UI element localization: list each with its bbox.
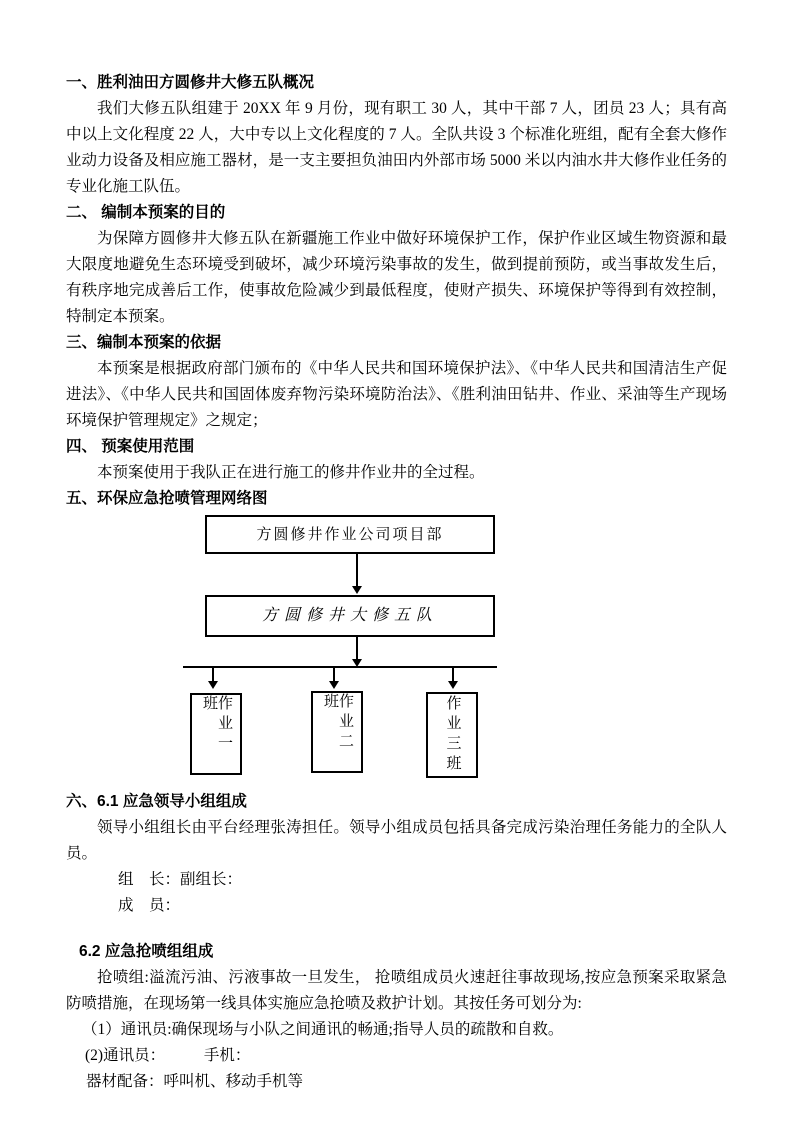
flowchart-branch-arrow-3	[452, 668, 454, 682]
list-item-2: (2)通讯员： 手机：	[85, 1047, 251, 1064]
flowchart-arrow-line-1	[356, 554, 358, 587]
heading-section-1: 一、胜利油田方圆修井大修五队概况	[66, 74, 315, 91]
flowchart-mid-box: 方圆修井大修五队	[205, 595, 495, 637]
heading-section-2: 二、 编制本预案的目的	[66, 204, 226, 221]
paragraph-purpose: 为保障方圆修井大修五队在新疆施工作业中做好环境保护工作，保护作业区域生物资源和最大限度地避免生态环境受到破坏，减少环境污染事故的发生，做到提前预防，或当事故发生后，有秩序地完成善后工作，使事故危险减少到最低程度，使财产损失、环境保护等得到有效控制，特制定本预案。	[66, 230, 727, 325]
team-box-3-label: 作业三班	[444, 695, 461, 775]
flowchart-arrowhead-icon	[352, 586, 362, 594]
flowchart-team-box-2	[311, 691, 363, 773]
team-box-2-label: 作业二班	[322, 693, 353, 753]
flowchart-team-box-3	[426, 692, 478, 778]
flowchart-arrowhead-icon	[329, 681, 339, 689]
member-line: 成 员：	[118, 897, 181, 914]
leader-line: 组 长：副组长：	[118, 871, 243, 888]
heading-section-3: 三、编制本预案的依据	[66, 334, 222, 351]
flowchart-arrow-line-2	[356, 637, 358, 660]
heading-section-6: 六、6.1 应急领导小组组成	[66, 793, 247, 810]
equipment-line: 器材配备：呼叫机、移动手机等	[86, 1073, 304, 1090]
flowchart-branch-arrow-1	[212, 668, 214, 682]
paragraph-overview: 我们大修五队组建于 20XX 年 9 月份，现有职工 30 人，其中干部 7 人，团员 23 人；具有高中以上文化程度 22 人，大中专以上文化程度的 7 人。全队共设 3 个标准化班组，配有全套大修作业动力设备及相应施工器材，是一支主要担负油田内外部市场 5000 米以内油水井大修作业任务的专业化施工队伍。	[66, 100, 727, 195]
paragraph-leading-group: 领导小组组长由平台经理张涛担任。领导小组成员包括具备完成污染治理任务能力的全队人员。	[66, 819, 727, 862]
flowchart-distribution-line	[183, 666, 497, 668]
flowchart-branch-arrow-2	[333, 668, 335, 682]
flowchart-arrowhead-icon	[208, 681, 218, 689]
flowchart-arrowhead-icon	[448, 681, 458, 689]
paragraph-rescue-group: 抢喷组:溢流污油、污液事故一旦发生， 抢喷组成员火速赶往事故现场,按应急预案采取紧急防喷措施，在现场第一线具体实施应急抢喷及救护计划。其按任务可划分为:	[66, 969, 727, 1012]
list-item-1: （1）通讯员:确保现场与小队之间通讯的畅通;指导人员的疏散和自救。	[82, 1021, 564, 1038]
heading-section-6-2: 6.2 应急抢喷组组成	[79, 943, 214, 960]
blank-line	[66, 919, 727, 939]
flowchart	[66, 515, 727, 783]
team-box-1-label: 作业一班	[201, 695, 232, 755]
heading-section-4: 四、 预案使用范围	[66, 438, 195, 455]
heading-section-5: 五、环保应急抢喷管理网络图	[66, 490, 268, 507]
paragraph-scope: 本预案使用于我队正在进行施工的修井作业井的全过程。	[97, 464, 485, 481]
flowchart-team-box-1	[190, 693, 242, 775]
paragraph-basis: 本预案是根据政府部门颁布的《中华人民共和国环境保护法》、《中华人民共和国清洁生产促进法》、《中华人民共和国固体废弃物污染环境防治法》、《胜利油田钻井、作业、采油等生产现场环境保护管理规定》之规定；	[66, 360, 727, 429]
flowchart-top-box: 方圆修井作业公司项目部	[205, 515, 495, 554]
